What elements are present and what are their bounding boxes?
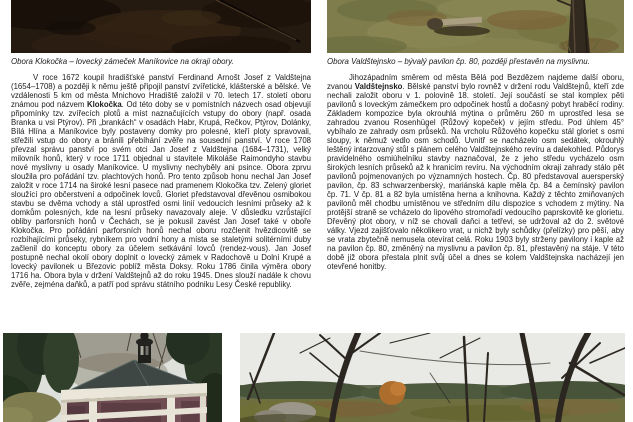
paragraph-klokocka [11, 73, 311, 289]
photo-chapel [3, 333, 222, 422]
bold-term-valdstejnsko: Valdštejnsko [354, 82, 403, 91]
photo-klokocka-lodge [11, 0, 311, 53]
caption-klokocka: Obora Klokočka – lovecký zámeček Maníkovice na okraji obory. [11, 57, 234, 66]
caption-valdstejnsko: Obora Valdštejnsko – bývalý pavilon čp. 80, později přestavěn na myslivnu. [327, 57, 590, 66]
photo-valdstejnsko-meadow-image [327, 0, 624, 53]
paragraph-text: . Od této doby se v pomístních názvech osad objevují připomínky tzv. zvířecích plotů a míst naznačujících vstupy do obory (např. osada Branka u vsi Ptýrov). Při „brankách“ v osadách Habr, Krupá, Rečkov, Ptýrov, Dolánky, Bílá Hlína a Maníkovice byly postaveny domky pro polesné, kteří ploty spravovali, střežili vstup do obory a bránili přebíhání zvěře na sousední panství. V roce 1708 převzal správu panství po svém otci Jan Josef z Valdštejna (1684–1731), velký milovník honů, který v roce 1711 objednal u stavitele Mikoláše Raimondyho stavbu nové myslivny u osady Maníkovice. U myslivny nechyběly ani psince. Obora zprvu sloužila pro pořádání tzv. plachtových honů. Pro tento způsob honu nechal Jan Josef založit v roce 1714 na široké lesní pasece nad pramenem Klokočka tzv. Zelený gloriet sloužící pro občerstvení a odpočinek lovců. Gloriet představoval dřevěnou osmibokou stavbu se dvěma vchody a stál uprostřed osmi linií vedoucích lesními průseky až k domkům polesných, kde na lesní průseky navazovaly aleje. V důsledku vzrůstající obliby parforsních honů v Čechách, se je pokusil zavést Jan Josef také v oboře Klokočka. Pro pořádání parforsních honů nechal oboru rozčlenit hvězdicovitě se rozbíhajícími průseky, rybníkem pro vodní hony a místa se staletými solitérními duby začlenil do konceptu obory za účelem setkávání lovců (rendez-vous). Jan Josef postupně nechal okolí obory doplnit o lovecký zámek v Radochově u Dolní Krupé a lovecký pavilonek u Březovic poblíž města Doksy. Roku 1786 činila výměra obory 1716 ha. Obora byla v držení Valdštejnů až do roku 1945. Dnes slouží nadále k chovu zvěře, zejména daňků, a patří pod správu státního podniku Lesy České republiky. [11, 100, 311, 289]
article-klokocka [11, 73, 311, 289]
paragraph-text: V roce 1672 koupil hradišťské panství Ferdinand Arnošt Josef z Valdštejna (1654–1708) a později k němu ještě připojil panství zvířetické, klášterské a bělské. Ve vzdálenosti 5 km od města Mnichovo Hradiště založil v 70. letech 17. století oboru známou pod názvem [11, 73, 311, 109]
paragraph-text: Jihozápadním směrem od města Bělá pod Bezdězem najdeme další oboru, zvanou [327, 73, 624, 91]
photo-autumn-trees-image [240, 333, 625, 422]
photo-autumn-trees [240, 333, 625, 422]
photo-klokocka-lodge-image [11, 0, 311, 53]
paragraph-valdstejnsko [327, 73, 624, 271]
photo-valdstejnsko-meadow [327, 0, 624, 53]
bold-term-klokocka: Klokočka [86, 100, 122, 109]
article-valdstejnsko [327, 73, 624, 271]
paragraph-text: . Bělské panství bylo rovněž v držení rodu Valdštejnů, kteří zde nechali založit oboru v 1. polovině 18. století. Její součástí se stal komplex pěti pavilonů s loveckým zámečkem pro odpočinek hostů a dočasný pobyt hraběcí rodiny. Základem kompozice byla okrouhlá mýtina o průměru 260 m uprostřed lesa se zahradou zvanou Rosenhügel (Růžový kopeček) v jejím středu. Pod úhlem 45° vybíhalo ze zahrady osm průseků. Na vrcholu Růžového kopečku stál gloriet s osmi sloupy, k němuž vedlo osm schodů. Uvnitř se nacházelo osm sedátek, okrouhlý leštěný intarzovaný stůl s plánem celého Valdštejnského revíru a dalekohled. Půdorys pravidelného osmiúhelníku stavby naznačoval, že z jeho středu vycházelo osm širokých lesních průseků až k hranicím revíru. Na východním okraji zahrady stálo pět pavilonů pojmenovaných po významných hostech. Čp. 80 představoval auersperský pavilon, čp. 83 schwarzenberský, mariánská kaple měla čp. 84 a čemínský pavilon čp. 71. V čp. 81 a 82 byla umístěna herna a knihovna. Každý z těchto zmiňovaných pavilonů měl chodbu umístěnou ve středním dílu dispozice s vchodem z mýtiny. Na protější straně se vcházelo do lipového stromořadí vedoucího paprskovitě ke glorietu. Dřevěný plot obory, v níž se chovali daňci a tetřevi, se udržoval až do 2. světové války. Vjezd zajišťovalo několikero vrat, u nichž byly schůdky (přelízky) pro pěší, aby se vrata zbytečně nemusela otevírat celá. Roku 1903 byly strženy pavilony i kaple až na pavilon čp. 80, změněný na myslivnu a pavilon čp. 81, přestavěný na stáje. V této době již obora přestala plnit svůj účel a dnes se kolem Valdštejnska nacházejí jen otevřené honitby. [327, 82, 624, 271]
photo-chapel-image [3, 333, 222, 422]
